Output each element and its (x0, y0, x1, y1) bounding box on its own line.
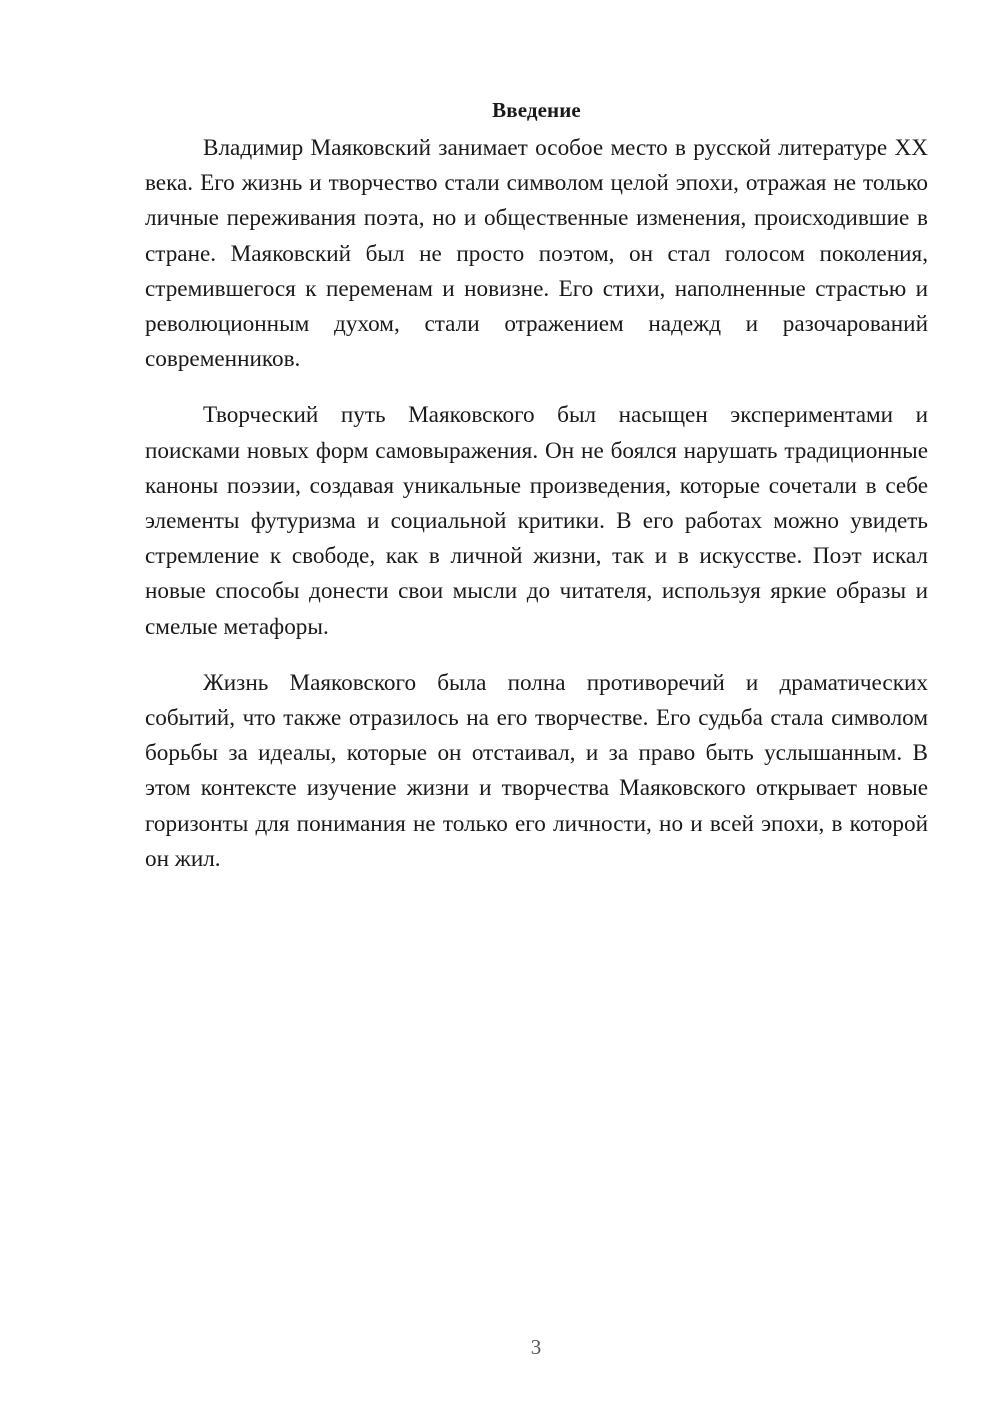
section-heading: Введение (492, 98, 581, 122)
page-content (145, 92, 928, 898)
paragraph-2: Творческий путь Маяковского был насыщен экспериментами и поисками новых форм самовыражения. Он не боялся нарушать традиционные каноны поэзии, создавая уникальные произведения, которые сочетали в себе элементы футуризма и социальной критики. В его работах можно увидеть стремление к свободе, как в личной жизни, так и в искусстве. Поэт искал новые способы донести свои мысли до читателя, используя яркие образы и смелые метафоры. (145, 402, 928, 640)
paragraph-1: Владимир Маяковский занимает особое место в русской литературе XX века. Его жизнь и творчество стали символом целой эпохи, отражая не только личные переживания поэта, но и общественные изменения, происходившие в стране. Маяковский был не просто поэтом, он стал голосом поколения, стремившегося к переменам и новизне. Его стихи, наполненные страстью и революционным духом, стали отражением надежд и разочарований современников. (145, 135, 928, 373)
paragraph-3: Жизнь Маяковского была полна противоречий и драматических событий, что также отразилось на его творчестве. Его судьба стала символом борьбы за идеалы, которые он отстаивал, и за право быть услышанным. В этом контексте изучение жизни и творчества Маяковского открывает новые горизонты для понимания не только его личности, но и всей эпохи, в которой он жил. (145, 669, 928, 872)
page-number: 3 (530, 1335, 542, 1359)
